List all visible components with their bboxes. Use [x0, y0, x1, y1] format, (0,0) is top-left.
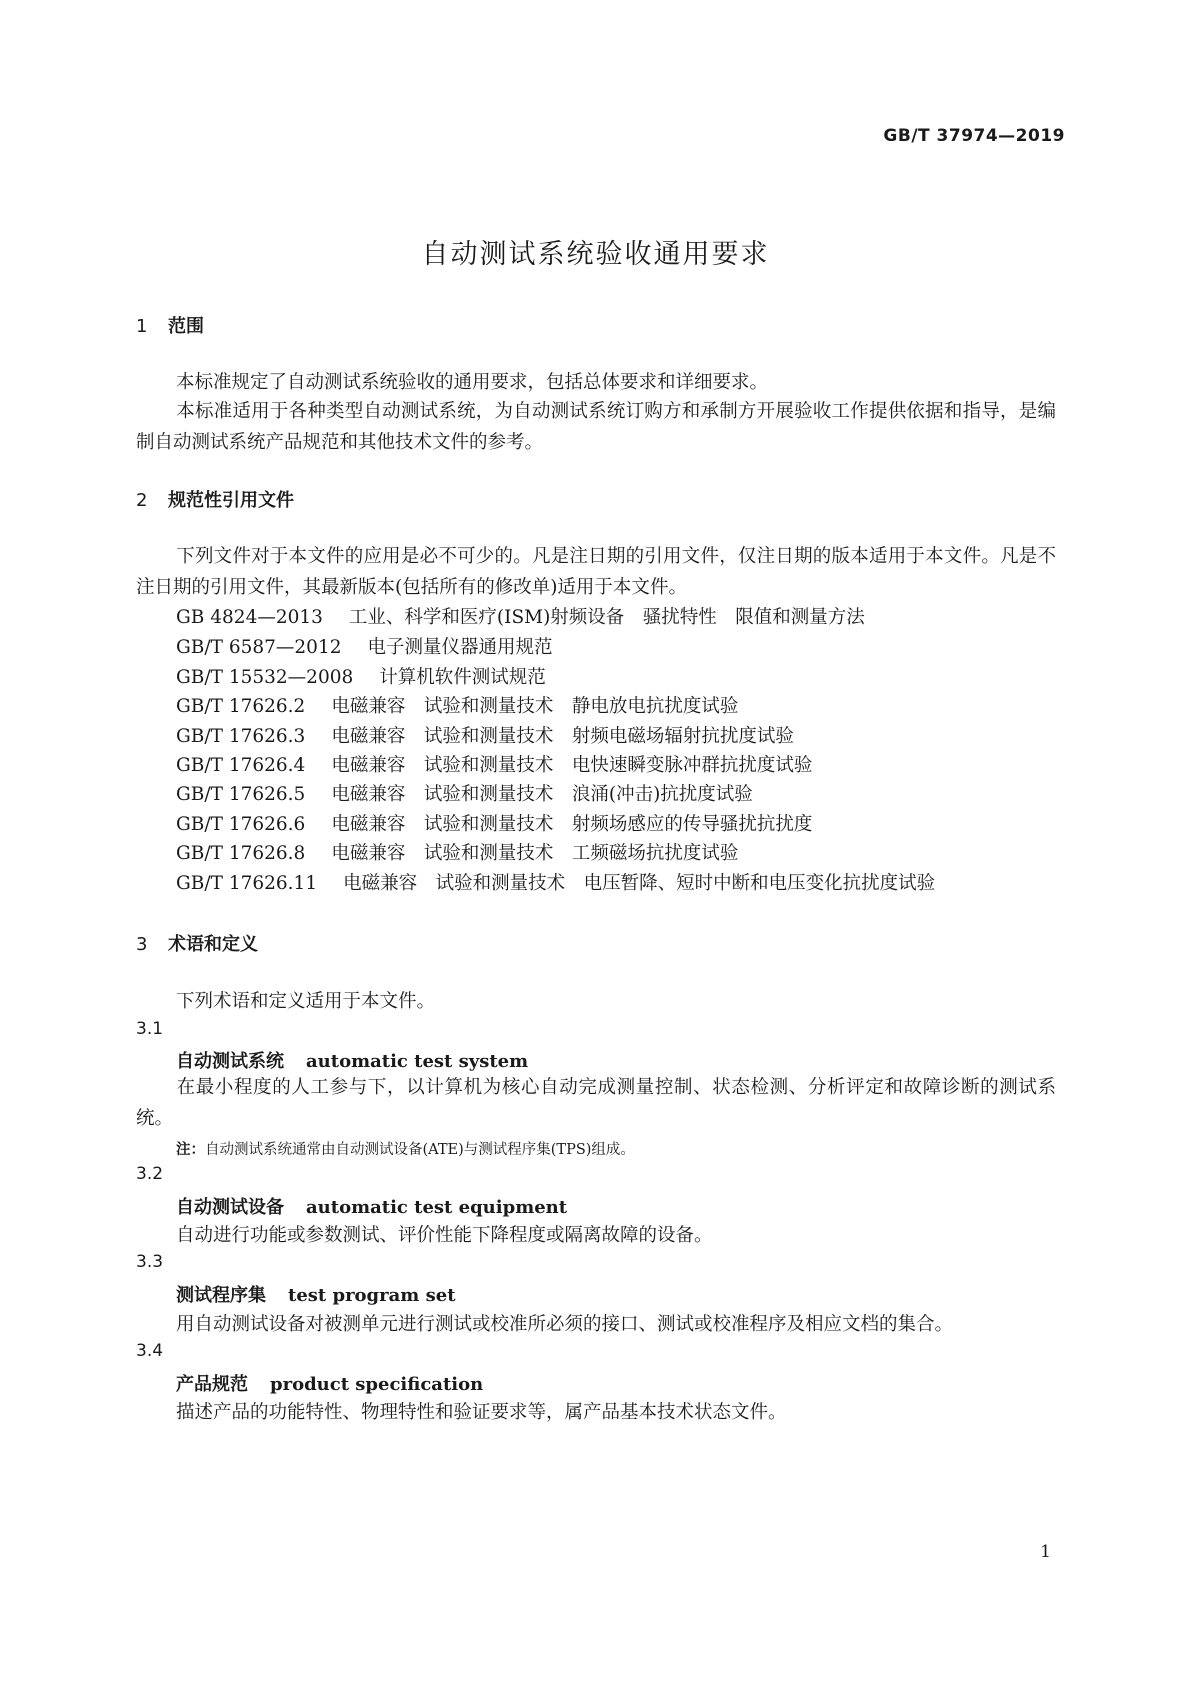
page-number: 1 [1040, 1542, 1051, 1562]
term-number: 3.4 [136, 1341, 164, 1361]
reference-item: GB 4824—2013 工业、科学和医疗(ISM)射频设备 骚扰特性 限值和测量方法 [176, 607, 865, 628]
section-heading-scope [136, 312, 204, 338]
section-number: 2 [136, 490, 148, 511]
term-heading: 自动测试系统 automatic test system [176, 1051, 529, 1072]
terms-intro: 下列术语和定义适用于本文件。 [176, 991, 436, 1012]
standard-number: GB/T 37974—2019 [883, 126, 1065, 146]
reference-item: GB/T 17626.4 电磁兼容 试验和测量技术 电快速瞬变脉冲群抗扰度试验 [176, 755, 813, 776]
term-heading: 测试程序集 test program set [176, 1285, 456, 1306]
reference-item: GB/T 17626.3 电磁兼容 试验和测量技术 射频电磁场辐射抗扰度试验 [176, 726, 794, 747]
section-heading-terms-definitions [136, 930, 258, 956]
term-definition: 自动进行功能或参数测试、评价性能下降程度或隔离故障的设备。 [176, 1225, 713, 1246]
term-definition: 用自动测试设备对被测单元进行测试或校准所必须的接口、测试或校准程序及相应文档的集合。 [176, 1314, 954, 1335]
section-title: 术语和定义 [168, 934, 258, 955]
term-note: 注：自动测试系统通常由自动测试设备(ATE)与测试程序集(TPS)组成。 [176, 1142, 635, 1158]
reference-item: GB/T 17626.6 电磁兼容 试验和测量技术 射频场感应的传导骚扰抗扰度 [176, 814, 813, 835]
section-title: 范围 [168, 316, 204, 337]
reference-item: GB/T 17626.8 电磁兼容 试验和测量技术 工频磁场抗扰度试验 [176, 843, 739, 864]
term-heading: 自动测试设备 automatic test equipment [176, 1197, 568, 1218]
term-number: 3.1 [136, 1019, 164, 1039]
scope-paragraph-1: 本标准规定了自动测试系统验收的通用要求，包括总体要求和详细要求。 [176, 372, 769, 393]
reference-item: GB/T 17626.2 电磁兼容 试验和测量技术 静电放电抗扰度试验 [176, 696, 739, 717]
reference-item: GB/T 17626.5 电磁兼容 试验和测量技术 浪涌(冲击)抗扰度试验 [176, 784, 753, 805]
section-number: 1 [136, 316, 148, 337]
term-number: 3.2 [136, 1164, 164, 1184]
reference-item: GB/T 6587—2012 电子测量仪器通用规范 [176, 637, 553, 658]
section-number: 3 [136, 934, 148, 955]
term-heading: 产品规范 product specification [176, 1374, 484, 1395]
references-intro-paragraph: 下列文件对于本文件的应用是必不可少的。凡是注日期的引用文件，仅注日期的版本适用于本文件。凡是不注日期的引用文件，其最新版本(包括所有的修改单)适用于本文件。 [136, 546, 1056, 598]
term-definition: 在最小程度的人工参与下，以计算机为核心自动完成测量控制、状态检测、分析评定和故障诊断的测试系统。 [136, 1077, 1056, 1129]
term-number: 3.3 [136, 1252, 164, 1272]
scope-paragraph-2: 本标准适用于各种类型自动测试系统，为自动测试系统订购方和承制方开展验收工作提供依据和指导，是编制自动测试系统产品规范和其他技术文件的参考。 [136, 401, 1056, 453]
reference-item: GB/T 17626.11 电磁兼容 试验和测量技术 电压暂降、短时中断和电压变化抗扰度试验 [176, 873, 936, 894]
document-title: 自动测试系统验收通用要求 [421, 239, 770, 270]
section-heading-normative-references [136, 486, 294, 512]
reference-item: GB/T 15532—2008 计算机软件测试规范 [176, 667, 546, 688]
term-definition: 描述产品的功能特性、物理特性和验证要求等，属产品基本技术状态文件。 [176, 1402, 787, 1423]
section-title: 规范性引用文件 [168, 490, 294, 511]
